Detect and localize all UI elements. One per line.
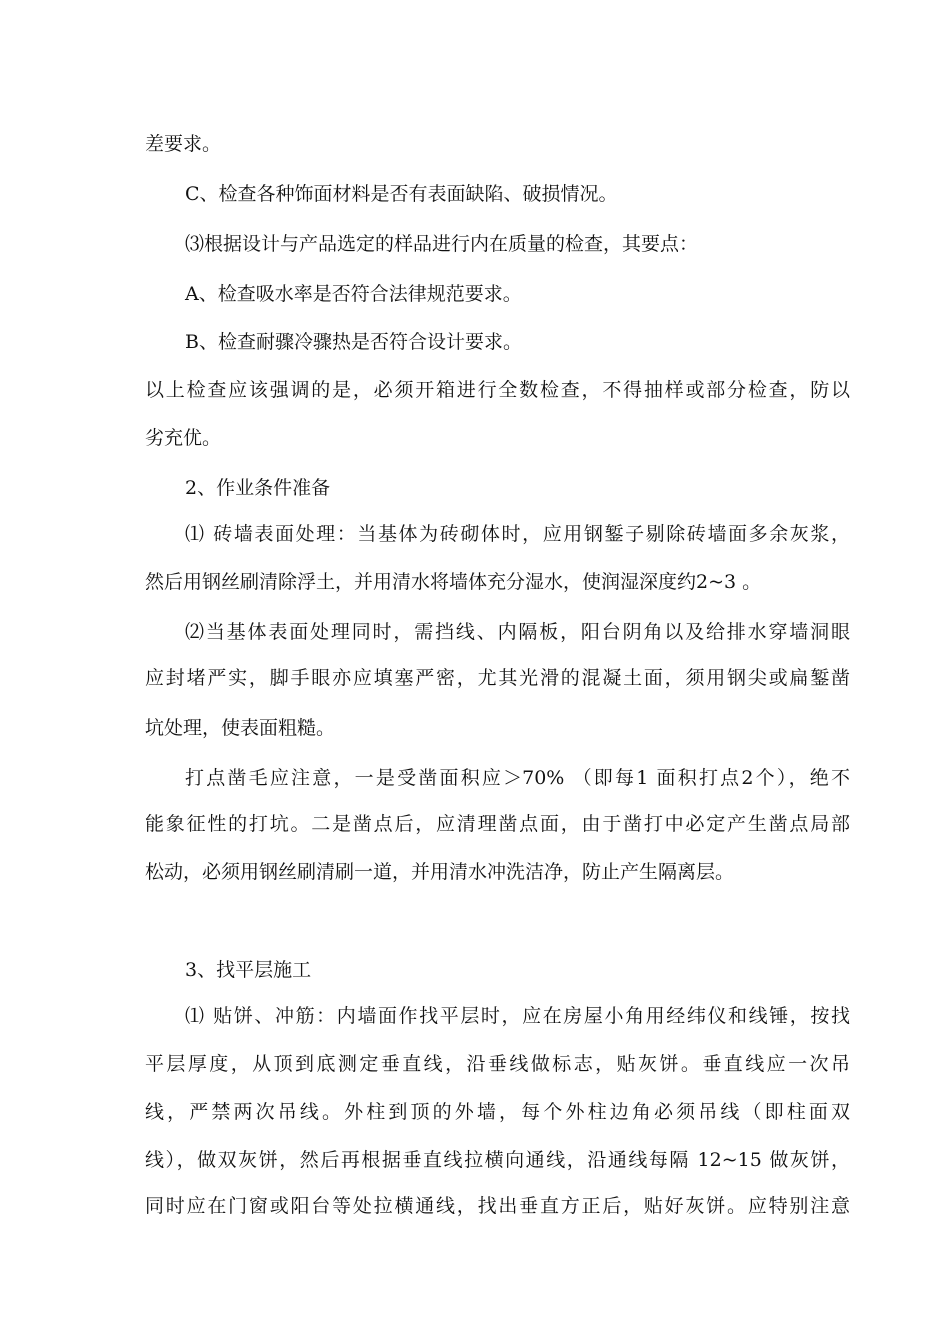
text-line: A、检查吸水率是否符合法律规范要求。 xyxy=(185,283,522,305)
text-line: C、检查各种饰面材料是否有表面缺陷、破损情况。 xyxy=(185,183,618,205)
section-heading: 2、作业条件准备 xyxy=(185,477,331,499)
text-line: 能象征性的打坑。二是凿点后，应清理凿点面，由于凿打中必定产生凿点局部 xyxy=(145,813,850,835)
text-line: 线），做双灰饼，然后再根据垂直线拉横向通线，沿通线每隔 12~15 做灰饼， xyxy=(145,1149,850,1171)
text-line: 同时应在门窗或阳台等处拉横通线，找出垂直方正后，贴好灰饼。应特别注意 xyxy=(145,1195,850,1217)
text-line: 打点凿毛应注意，一是受凿面积应＞70% （即每1 面积打点2个），绝不 xyxy=(185,767,850,789)
text-line: 平层厚度，从顶到底测定垂直线，沿垂线做标志，贴灰饼。垂直线应一次吊 xyxy=(145,1053,850,1075)
text-line: ⑵当基体表面处理同时，需挡线、内隔板，阳台阴角以及给排水穿墙洞眼 xyxy=(185,621,850,643)
text-line: 线，严禁两次吊线。外柱到顶的外墙，每个外柱边角必须吊线（即柱面双 xyxy=(145,1101,850,1123)
text-line: 劣充优。 xyxy=(145,427,222,449)
text-line: 坑处理，使表面粗糙。 xyxy=(145,717,336,739)
text-line: ⑴ 砖墙表面处理：当基体为砖砌体时，应用钢錾子剔除砖墙面多余灰浆， xyxy=(185,523,850,545)
text-line: B、检查耐骤冷骤热是否符合设计要求。 xyxy=(185,331,522,353)
text-line: 然后用钢丝刷清除浮土，并用清水将墙体充分湿水，使润湿深度约2~3 。 xyxy=(145,571,762,593)
section-heading: 3、找平层施工 xyxy=(185,959,312,981)
text-line: 松动，必须用钢丝刷清刷一道，并用清水冲洗洁净，防止产生隔离层。 xyxy=(145,861,735,883)
text-line: ⑴ 贴饼、冲筋：内墙面作找平层时，应在房屋小角用经纬仪和线锤，按找 xyxy=(185,1005,850,1027)
text-line: 差要求。 xyxy=(145,133,222,155)
text-line: ⑶根据设计与产品选定的样品进行内在质量的检查，其要点： xyxy=(185,233,699,255)
text-line: 以上检查应该强调的是，必须开箱进行全数检查，不得抽样或部分检查，防以 xyxy=(145,379,850,401)
text-line: 应封堵严实，脚手眼亦应填塞严密，尤其光滑的混凝土面，须用钢尖或扁錾凿 xyxy=(145,667,850,689)
